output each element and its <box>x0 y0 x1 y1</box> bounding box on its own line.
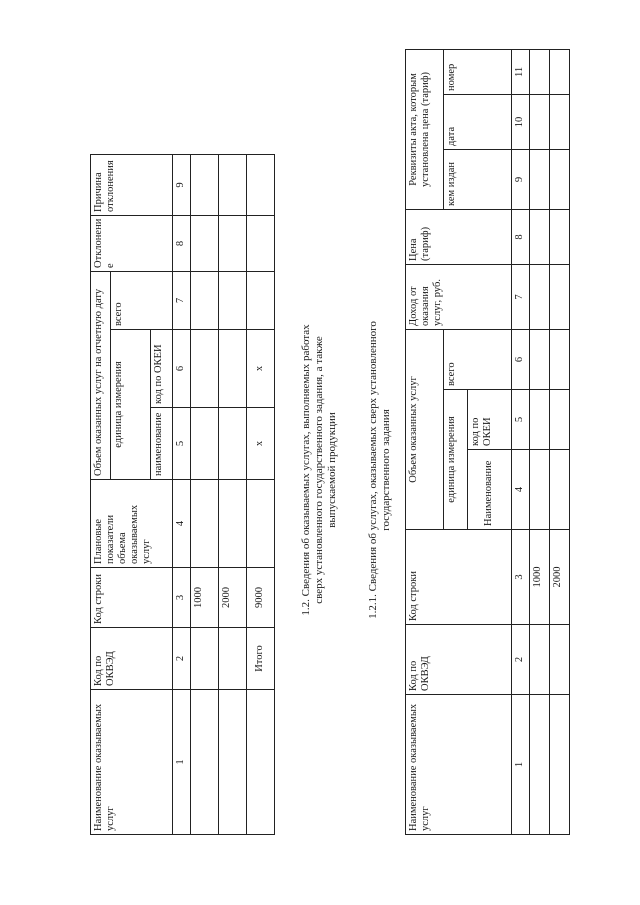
header-unit: единица измерения <box>444 390 468 530</box>
header-issuer: кем издан <box>444 149 512 209</box>
table-row <box>530 49 550 834</box>
col-number: 7 <box>512 264 530 329</box>
cell-name <box>191 690 219 835</box>
cell-code: 2000 <box>550 530 570 625</box>
caption-line: 1.2.1. Сведения об услугах, оказываемых сверх установленного <box>367 321 379 619</box>
col-number: 8 <box>173 215 191 271</box>
cell-unit-name: x <box>247 408 275 480</box>
header-date: дата <box>444 94 512 149</box>
col-number: 8 <box>512 209 530 264</box>
cell-code: 9000 <box>247 568 275 628</box>
cell-planned <box>191 480 219 568</box>
col-number: 11 <box>512 49 530 94</box>
header-row-code: Код строки <box>91 568 173 628</box>
col-number: 10 <box>512 94 530 149</box>
header-volume: Объем оказанных услуг <box>406 329 444 529</box>
col-number: 1 <box>173 690 191 835</box>
cell-name <box>219 690 247 835</box>
header-name: Наименование оказываемых услуг <box>406 695 512 835</box>
header-name: Наименование оказываемых услуг <box>91 690 173 835</box>
extra-services-table <box>405 49 570 835</box>
header-total: всего <box>444 329 512 389</box>
section-heading-1-2-1 <box>367 290 393 650</box>
header-unit: единица измерения <box>111 330 151 480</box>
col-number: 7 <box>173 271 191 329</box>
cell-code: 1000 <box>530 530 550 625</box>
header-act: Реквизиты акта, которым установлена цена (тариф) <box>406 49 444 209</box>
cell-okei <box>191 330 219 408</box>
cell-planned <box>219 480 247 568</box>
col-number: 6 <box>512 329 530 389</box>
cell-reason <box>219 154 247 215</box>
cell-total <box>219 271 247 329</box>
col-number: 2 <box>173 628 191 690</box>
col-number: 4 <box>173 480 191 568</box>
header-row-code: Код строки <box>406 530 512 625</box>
header-okved: Код по ОКВЭД <box>91 628 173 690</box>
cell-reason <box>191 154 219 215</box>
cell-name <box>247 690 275 835</box>
cell-deviation <box>191 215 219 271</box>
cell-code: 1000 <box>191 568 219 628</box>
header-deviation: Отклонени е <box>91 215 173 271</box>
cell-deviation <box>247 215 275 271</box>
cell-code: 2000 <box>219 568 247 628</box>
header-okei: код по ОКЕИ <box>468 390 512 450</box>
cell-deviation <box>219 215 247 271</box>
caption-line: 1.2. Сведения об оказываемых услугах, выполняемых работах <box>300 324 312 616</box>
header-okei: код по ОКЕИ <box>151 330 173 408</box>
cell-reason <box>247 154 275 215</box>
cell-total <box>247 271 275 329</box>
caption-line: государственного задания <box>380 409 393 531</box>
cell-okei <box>219 330 247 408</box>
header-planned: Плановые показатели объема оказываемых услуг <box>91 480 173 568</box>
cell-okved <box>191 628 219 690</box>
col-number: 1 <box>512 695 530 835</box>
table-row <box>550 49 570 834</box>
col-number: 3 <box>512 530 530 625</box>
header-okved: Код по ОКВЭД <box>406 625 512 695</box>
section-heading-1-2 <box>300 290 340 650</box>
header-unit-name: Наименование <box>468 450 512 530</box>
col-number: 3 <box>173 568 191 628</box>
cell-total <box>191 271 219 329</box>
col-number: 9 <box>512 149 530 209</box>
col-number: 6 <box>173 330 191 408</box>
caption-line: сверх установленного государственного задания, а также <box>313 336 326 604</box>
header-price: Цена (тариф) <box>406 209 512 264</box>
column-numbers-row <box>173 154 191 834</box>
column-numbers-row <box>512 49 530 834</box>
header-unit-name: наименование <box>151 408 173 480</box>
col-number: 5 <box>512 390 530 450</box>
caption-line: выпускаемой продукции <box>326 412 339 528</box>
header-number: номер <box>444 49 512 94</box>
cell-okved: Итого <box>247 628 275 690</box>
cell-unit-name <box>191 408 219 480</box>
header-income: Доход от оказания услуг, руб. <box>406 264 512 329</box>
header-total: всего <box>111 271 173 329</box>
cell-okei: x <box>247 330 275 408</box>
header-volume: Объем оказанных услуг на отчетную дату <box>91 271 111 479</box>
cell-okved <box>219 628 247 690</box>
table-row-total <box>247 154 275 834</box>
cell-planned <box>247 480 275 568</box>
col-number: 5 <box>173 408 191 480</box>
table-row <box>191 154 219 834</box>
cell-unit-name <box>219 408 247 480</box>
table-row <box>219 154 247 834</box>
services-table <box>90 154 275 835</box>
col-number: 4 <box>512 450 530 530</box>
col-number: 2 <box>512 625 530 695</box>
col-number: 9 <box>173 154 191 215</box>
header-reason: Причина отклонения <box>91 154 173 215</box>
